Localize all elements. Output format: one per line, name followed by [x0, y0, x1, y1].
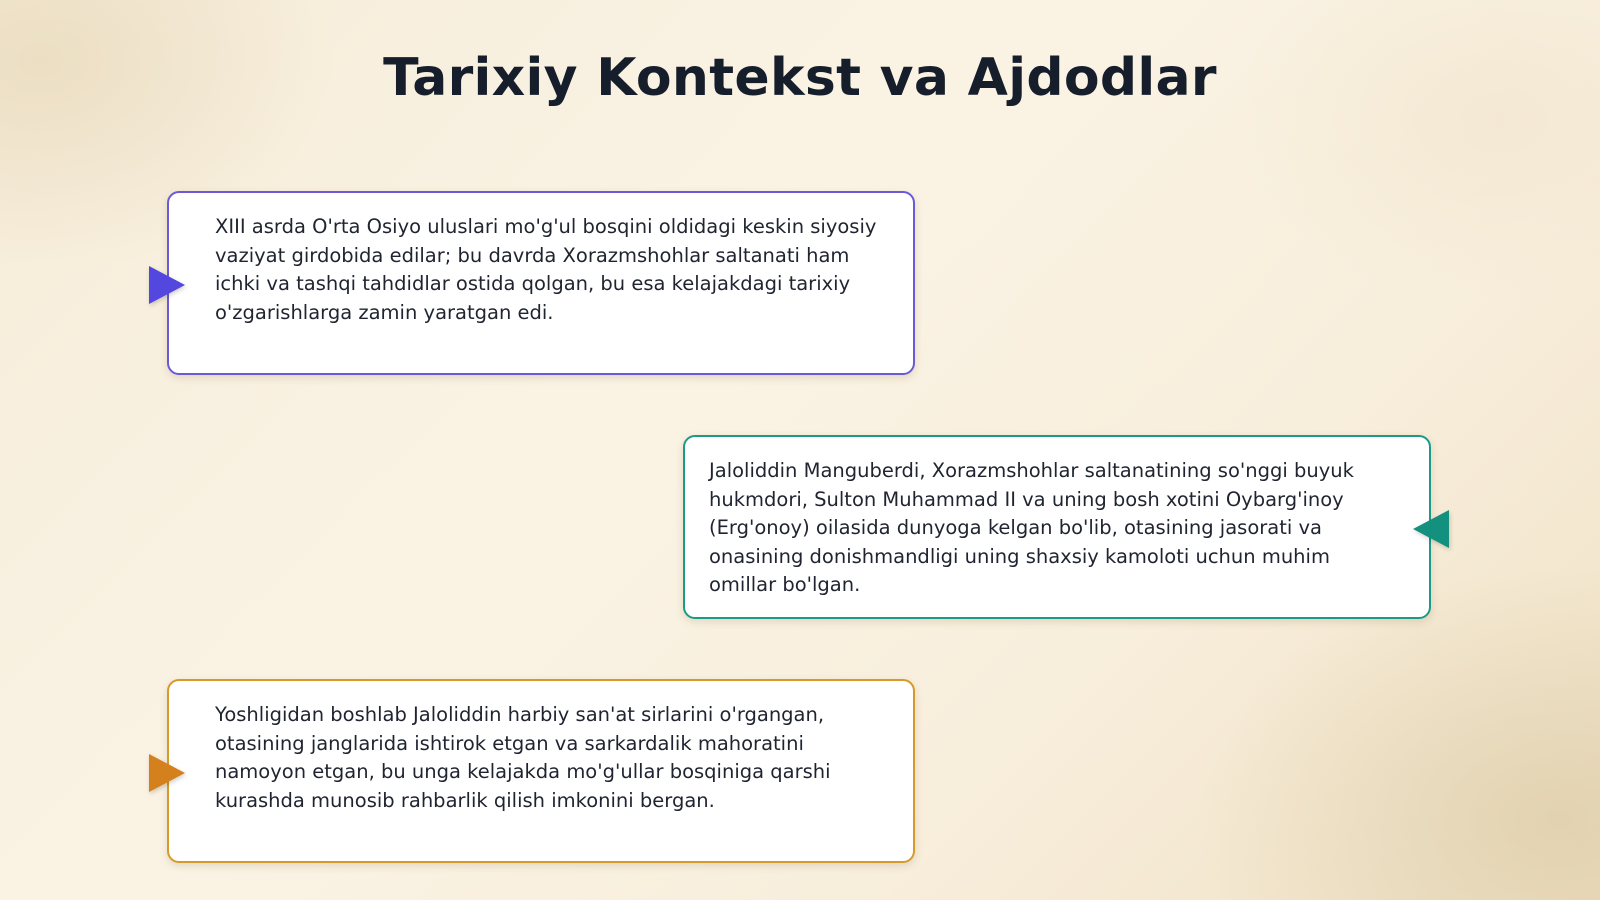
slide-title: Tarixiy Kontekst va Ajdodlar: [383, 48, 1217, 108]
timeline-card-1: [167, 191, 915, 375]
triangle-right-icon: [149, 754, 185, 792]
timeline-card-3: [167, 679, 915, 863]
triangle-left-icon: [1413, 510, 1449, 548]
timeline-card-3-text: Yoshligidan boshlab Jaloliddin harbiy san'at sirlarini o'rgangan, otasining janglarida ishtirok etgan va sarkardalik mahoratini namoyon etgan, bu unga kelajakda mo'g'ullar bosqiniga qarshi kurashda munosib rahbarlik qilish imkonini bergan.: [215, 703, 831, 812]
triangle-right-icon: [149, 266, 185, 304]
timeline-card-2: [683, 435, 1431, 619]
timeline-card-1-text: XIII asrda O'rta Osiyo uluslari mo'g'ul bosqini oldidagi keskin siyosiy vaziyat girdobida edilar; bu davrda Xorazmshohlar saltanati ham ichki va tashqi tahdidlar ostida qolgan, bu esa kelajakdagi tarixiy o'zgarishlarga zamin yaratgan edi.: [215, 215, 877, 324]
timeline-card-2-text: Jaloliddin Manguberdi, Xorazmshohlar saltanatining so'nggi buyuk hukmdori, Sulton Muhammad II va uning bosh xotini Oybarg'inoy (Erg'onoy) oilasida dunyoga kelgan bo'lib, otasining jasorati va onasining donishmandligi uning shaxsiy kamoloti uchun muhim omillar bo'lgan.: [709, 459, 1354, 596]
